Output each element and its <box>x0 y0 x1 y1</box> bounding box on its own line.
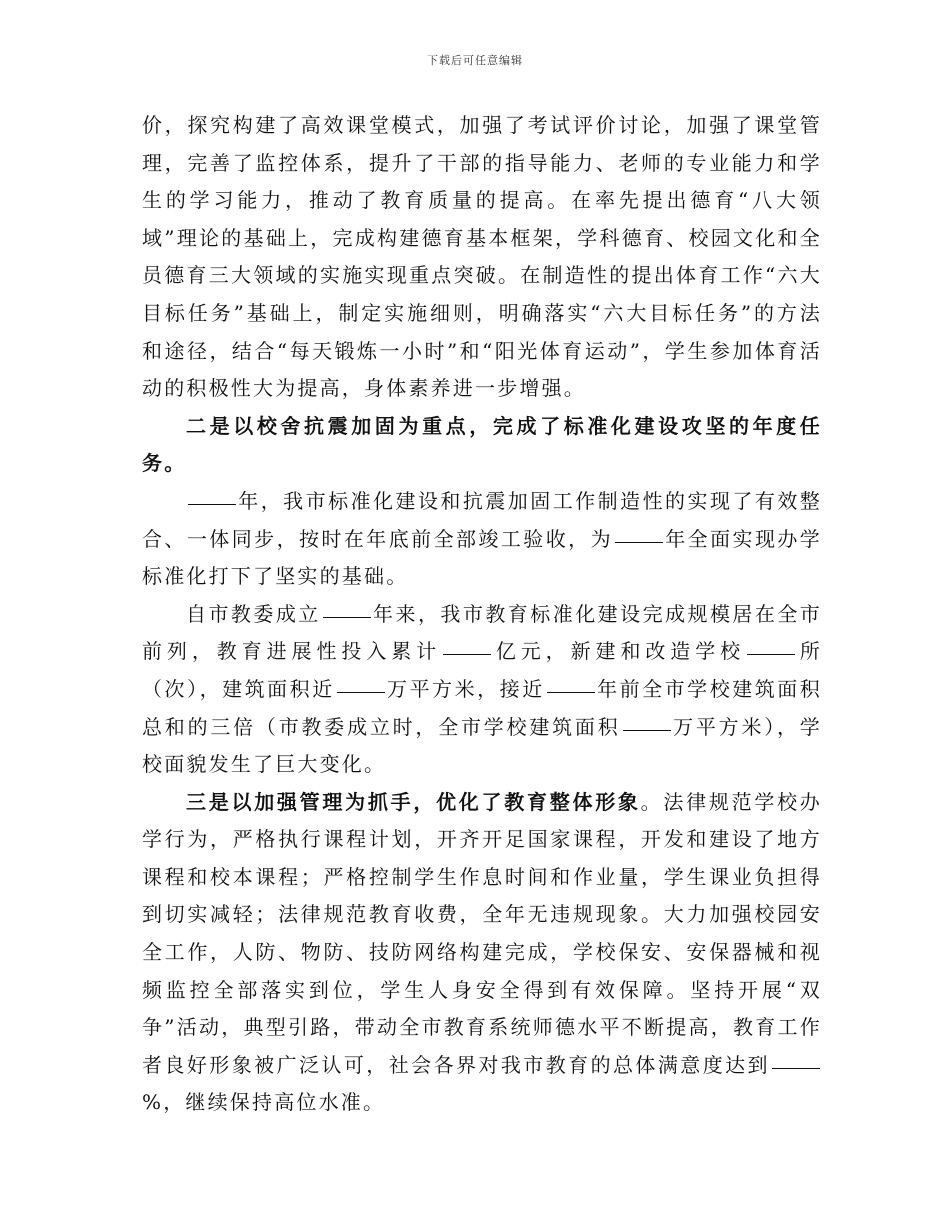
blank-line <box>443 653 491 655</box>
paragraph-management <box>142 784 822 1122</box>
paragraph-text: 年来，我市教育标准化建设完成规模居在全市前列，教育进展性投入累计 <box>142 601 823 664</box>
document-body <box>142 107 822 1122</box>
paragraph-text: 亿元，新建和改造学校 <box>493 639 746 664</box>
page-header: 下载后可任意编辑 <box>427 54 523 67</box>
paragraph-text: 年前全市学校建筑面积总和的三倍（市教委成立时，全市学校建筑面积 <box>142 676 823 739</box>
paragraph-text: %，继续保持高位水准。 <box>142 1090 386 1115</box>
paragraph-achievements <box>142 596 822 784</box>
paragraph-text: 所（次），建筑面积近 <box>142 639 823 701</box>
blank-line <box>323 616 371 618</box>
blank-line <box>337 691 385 693</box>
paragraph-standardization <box>142 483 822 596</box>
blank-line <box>772 1067 820 1069</box>
section-heading-3: 三是以加强管理为抓手，优化了教育整体形象 <box>186 789 641 814</box>
paragraph-text: 年，我市标准化建设和抗震加固工作制造性的实现了有效整合、一体同步，按时在年底前全部竣工验收，为 <box>142 488 822 551</box>
section-heading-2: 二是以校舍抗震加固为重点，完成了标准化建设攻坚的年度任务。 <box>142 413 822 476</box>
paragraph-text: 年全面实现办学标准化打下了坚实的基础。 <box>142 526 822 589</box>
blank-line <box>188 503 236 505</box>
blank-line <box>747 653 795 655</box>
blank-line <box>623 729 671 731</box>
paragraph-continued: 价，探究构建了高效课堂模式，加强了考试评价讨论，加强了课堂管理，完善了监控体系，提升了干部的指导能力、老师的专业能力和学生的学习能力，推动了教育质量的提高。在率先提出德育“八大领域”理论的基础上，完成构建德育基本框架，学科德育、校园文化和全员德育三大领域的实施实现重点突破。在制造性的提出体育工作“六大目标任务”基础上，制定实施细则，明确落实“六大目标任务”的方法和途径，结合“每天锻炼一小时”和“阳光体育运动”，学生参加体育活动的积极性大为提高，身体素养进一步增强。 <box>142 113 822 401</box>
paragraph-text: 万平方米），学校面貌发生了巨大变化。 <box>142 714 822 777</box>
blank-line <box>547 691 595 693</box>
paragraph-text: 万平方米，接近 <box>386 676 545 701</box>
paragraph-text: 自市教委成立 <box>186 601 321 626</box>
blank-line <box>615 541 663 543</box>
paragraph-text: 。法律规范学校办学行为，严格执行课程计划，开齐开足国家课程，开发和建设了地方课程和校本课程；严格控制学生作息时间和作业量，学生课业负担得到切实减轻；法律规范教育收费，全年无违规现象。大力加强校园安全工作，人防、物防、技防网络构建完成，学校保安、安保器械和视频监控全部落实到位，学生人身安全得到有效保障。坚持开展“双争”活动，典型引路，带动全市教育系统师德水平不断提高，教育工作者良好形象被广泛认可，社会各界对我市教育的总体满意度达到 <box>142 789 823 1077</box>
